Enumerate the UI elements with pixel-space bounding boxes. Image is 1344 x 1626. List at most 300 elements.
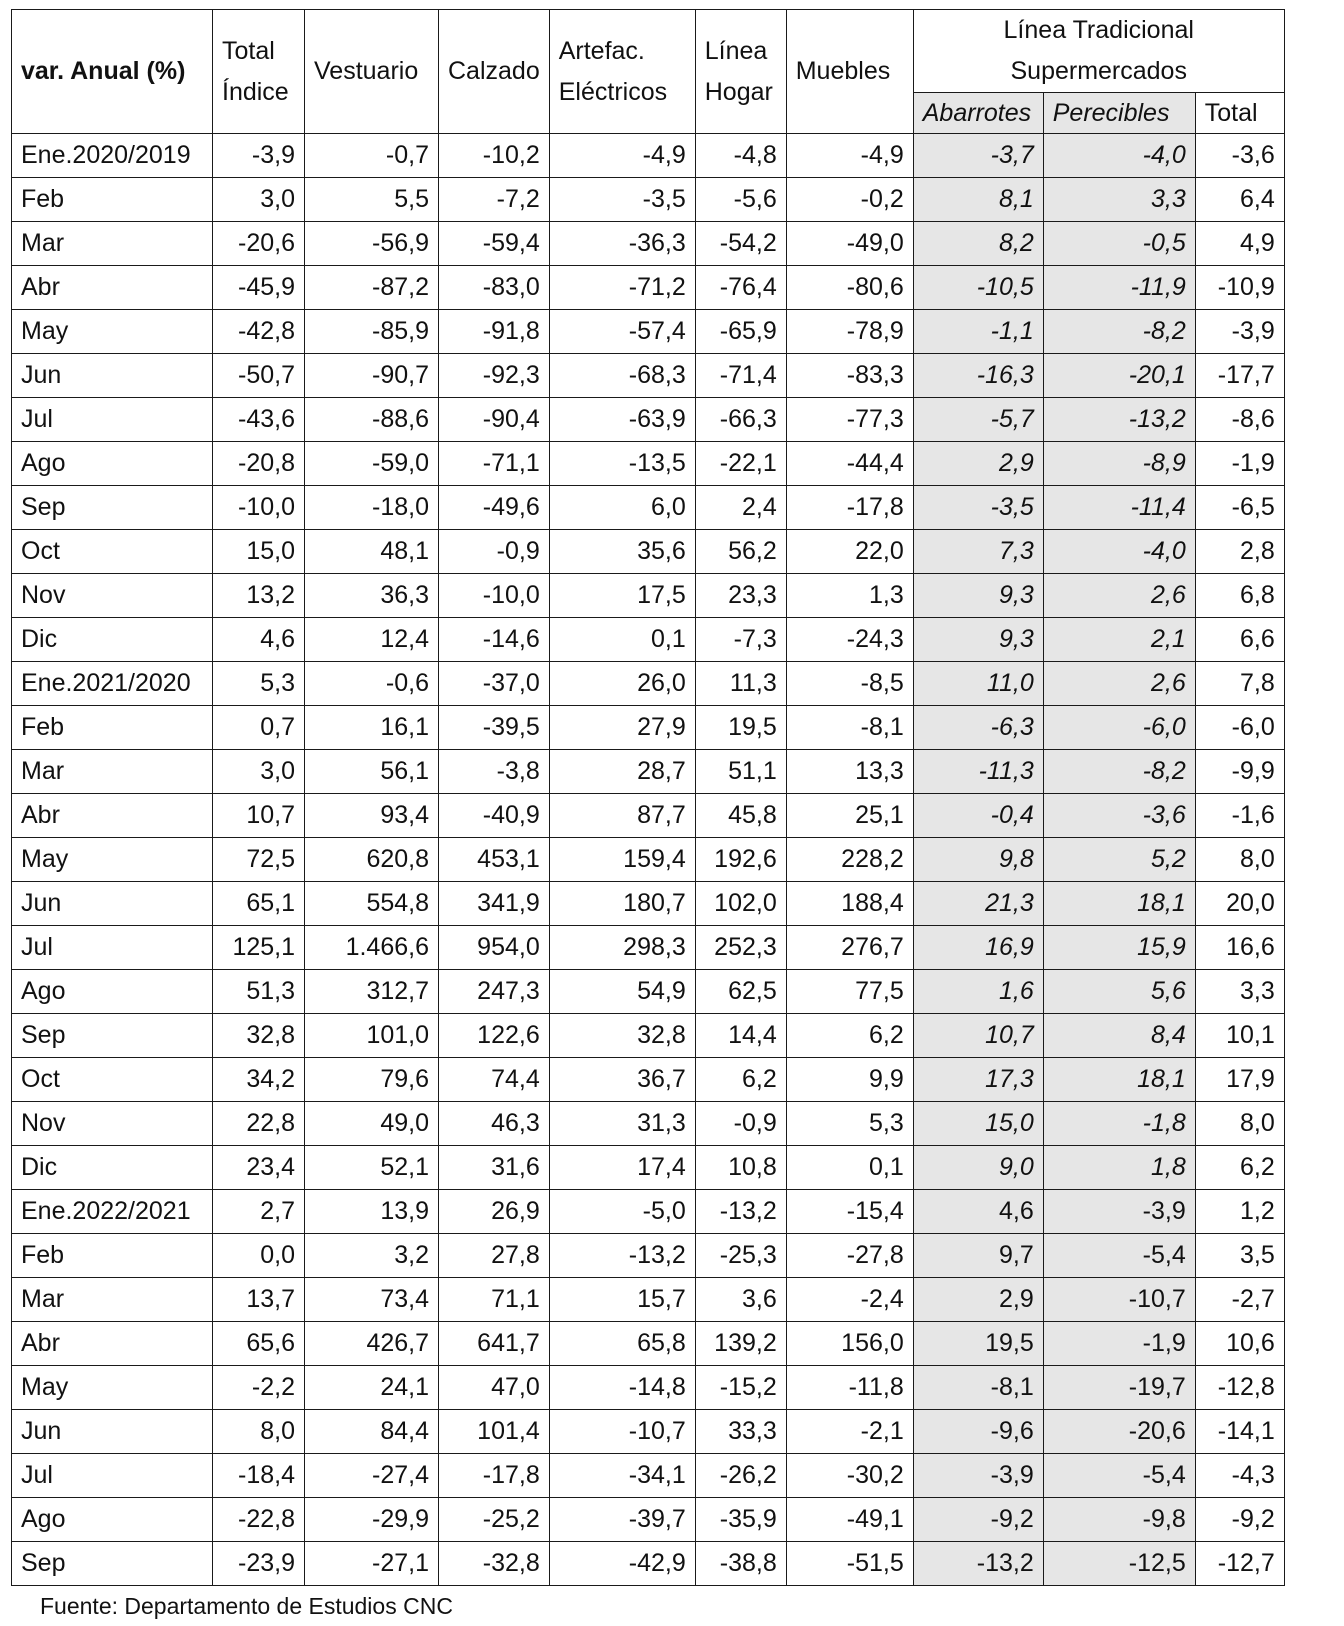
cell-linea-hogar: 56,2	[695, 530, 786, 574]
cell-abarrotes: 10,7	[913, 1014, 1043, 1058]
cell-vestuario: 101,0	[305, 1014, 439, 1058]
cell-vestuario: -0,7	[305, 134, 439, 178]
row-label: Nov	[12, 574, 213, 618]
cell-vestuario: 93,4	[305, 794, 439, 838]
cell-vestuario: 79,6	[305, 1058, 439, 1102]
cell-linea-hogar: 10,8	[695, 1146, 786, 1190]
cell-muebles: -80,6	[786, 266, 913, 310]
cell-total-indice: 65,1	[213, 882, 305, 926]
cell-total: 2,8	[1195, 530, 1284, 574]
source-note: Fuente: Departamento de Estudios CNC	[40, 1593, 453, 1619]
cell-vestuario: 36,3	[305, 574, 439, 618]
cell-calzado: -0,9	[439, 530, 550, 574]
cell-abarrotes: 4,6	[913, 1190, 1043, 1234]
cell-total-indice: 65,6	[213, 1322, 305, 1366]
row-label: Dic	[12, 618, 213, 662]
cell-perecibles: 18,1	[1043, 1058, 1195, 1102]
cell-total-indice: 4,6	[213, 618, 305, 662]
table-row	[12, 1498, 1285, 1542]
row-label: Oct	[12, 1058, 213, 1102]
cell-artefactos: 54,9	[549, 970, 695, 1014]
table-row	[12, 1102, 1285, 1146]
cell-muebles: 1,3	[786, 574, 913, 618]
table-row	[12, 310, 1285, 354]
cell-abarrotes: -6,3	[913, 706, 1043, 750]
cell-total: -9,2	[1195, 1498, 1284, 1542]
cell-calzado: -92,3	[439, 354, 550, 398]
cell-linea-hogar: 102,0	[695, 882, 786, 926]
cell-perecibles: 3,3	[1043, 178, 1195, 222]
row-label: Jul	[12, 1454, 213, 1498]
row-label: May	[12, 310, 213, 354]
table-row	[12, 530, 1285, 574]
cell-linea-hogar: 11,3	[695, 662, 786, 706]
cell-total: 4,9	[1195, 222, 1284, 266]
cell-artefactos: -13,2	[549, 1234, 695, 1278]
cell-calzado: -71,1	[439, 442, 550, 486]
cell-linea-hogar: 6,2	[695, 1058, 786, 1102]
cell-muebles: -30,2	[786, 1454, 913, 1498]
cell-abarrotes: 9,3	[913, 574, 1043, 618]
cell-perecibles: -3,6	[1043, 794, 1195, 838]
table-row	[12, 662, 1285, 706]
table-row	[12, 706, 1285, 750]
cell-total-indice: 3,0	[213, 750, 305, 794]
cell-vestuario: -88,6	[305, 398, 439, 442]
cell-perecibles: 2,6	[1043, 662, 1195, 706]
row-label: Jun	[12, 882, 213, 926]
cell-linea-hogar: -25,3	[695, 1234, 786, 1278]
cell-abarrotes: 1,6	[913, 970, 1043, 1014]
cell-linea-hogar: 45,8	[695, 794, 786, 838]
cell-muebles: -27,8	[786, 1234, 913, 1278]
cell-artefactos: -39,7	[549, 1498, 695, 1542]
cell-calzado: -3,8	[439, 750, 550, 794]
cell-linea-hogar: 252,3	[695, 926, 786, 970]
cell-total-indice: -42,8	[213, 310, 305, 354]
cell-calzado: -40,9	[439, 794, 550, 838]
cell-artefactos: -34,1	[549, 1454, 695, 1498]
cell-calzado: 122,6	[439, 1014, 550, 1058]
cell-perecibles: -5,4	[1043, 1234, 1195, 1278]
cell-perecibles: -8,2	[1043, 750, 1195, 794]
table-row	[12, 1542, 1285, 1586]
cell-muebles: 228,2	[786, 838, 913, 882]
cell-vestuario: 1.466,6	[305, 926, 439, 970]
cell-abarrotes: 16,9	[913, 926, 1043, 970]
cell-perecibles: -6,0	[1043, 706, 1195, 750]
cell-calzado: 47,0	[439, 1366, 550, 1410]
row-label: Ago	[12, 442, 213, 486]
cell-vestuario: -27,1	[305, 1542, 439, 1586]
header-calzado: Calzado	[439, 10, 550, 134]
cell-calzado: 247,3	[439, 970, 550, 1014]
cell-vestuario: 24,1	[305, 1366, 439, 1410]
table-row	[12, 1410, 1285, 1454]
cell-perecibles: -4,0	[1043, 134, 1195, 178]
cell-abarrotes: 9,7	[913, 1234, 1043, 1278]
cell-artefactos: 32,8	[549, 1014, 695, 1058]
cell-perecibles: -1,8	[1043, 1102, 1195, 1146]
table-row	[12, 882, 1285, 926]
table-row	[12, 574, 1285, 618]
cell-artefactos: 35,6	[549, 530, 695, 574]
cell-abarrotes: 9,3	[913, 618, 1043, 662]
cell-artefactos: 36,7	[549, 1058, 695, 1102]
cell-total: 8,0	[1195, 1102, 1284, 1146]
row-label: Ene.2020/2019	[12, 134, 213, 178]
cell-artefactos: 27,9	[549, 706, 695, 750]
cell-muebles: -17,8	[786, 486, 913, 530]
cell-abarrotes: -10,5	[913, 266, 1043, 310]
cell-artefactos: 180,7	[549, 882, 695, 926]
cell-perecibles: -19,7	[1043, 1366, 1195, 1410]
cell-calzado: -39,5	[439, 706, 550, 750]
cell-vestuario: 52,1	[305, 1146, 439, 1190]
table-row	[12, 442, 1285, 486]
table-body	[12, 134, 1285, 1586]
cell-perecibles: -12,5	[1043, 1542, 1195, 1586]
row-label: Feb	[12, 178, 213, 222]
cell-total-indice: 2,7	[213, 1190, 305, 1234]
header-linea-hogar: Línea Hogar	[695, 10, 786, 134]
table-row	[12, 1322, 1285, 1366]
cell-total-indice: 13,2	[213, 574, 305, 618]
cell-abarrotes: 19,5	[913, 1322, 1043, 1366]
cell-calzado: -83,0	[439, 266, 550, 310]
row-label: Mar	[12, 1278, 213, 1322]
cell-perecibles: -20,1	[1043, 354, 1195, 398]
cell-calzado: 101,4	[439, 1410, 550, 1454]
cell-total-indice: 3,0	[213, 178, 305, 222]
cell-total: -17,7	[1195, 354, 1284, 398]
cell-artefactos: -14,8	[549, 1366, 695, 1410]
cell-vestuario: 12,4	[305, 618, 439, 662]
header-total: Total	[1195, 93, 1284, 134]
cell-artefactos: -3,5	[549, 178, 695, 222]
cell-artefactos: -71,2	[549, 266, 695, 310]
cell-total-indice: 0,0	[213, 1234, 305, 1278]
cell-total: 6,6	[1195, 618, 1284, 662]
cell-abarrotes: -0,4	[913, 794, 1043, 838]
cell-abarrotes: 21,3	[913, 882, 1043, 926]
table-row	[12, 486, 1285, 530]
table-row	[12, 926, 1285, 970]
cell-vestuario: 84,4	[305, 1410, 439, 1454]
header-row-top	[12, 10, 1285, 93]
row-label: Ene.2021/2020	[12, 662, 213, 706]
cell-muebles: -8,5	[786, 662, 913, 706]
cell-total: 20,0	[1195, 882, 1284, 926]
cell-vestuario: -87,2	[305, 266, 439, 310]
cell-perecibles: -11,9	[1043, 266, 1195, 310]
cell-abarrotes: 17,3	[913, 1058, 1043, 1102]
cell-linea-hogar: 2,4	[695, 486, 786, 530]
cell-perecibles: -8,9	[1043, 442, 1195, 486]
row-label: Sep	[12, 1014, 213, 1058]
cell-abarrotes: -8,1	[913, 1366, 1043, 1410]
cell-vestuario: -90,7	[305, 354, 439, 398]
cell-artefactos: 17,5	[549, 574, 695, 618]
cell-calzado: -59,4	[439, 222, 550, 266]
cell-perecibles: -3,9	[1043, 1190, 1195, 1234]
cell-perecibles: -11,4	[1043, 486, 1195, 530]
cell-total-indice: -20,6	[213, 222, 305, 266]
cell-linea-hogar: -76,4	[695, 266, 786, 310]
cell-linea-hogar: -38,8	[695, 1542, 786, 1586]
cell-artefactos: -57,4	[549, 310, 695, 354]
row-label: Abr	[12, 794, 213, 838]
cell-abarrotes: -5,7	[913, 398, 1043, 442]
cell-calzado: -10,0	[439, 574, 550, 618]
cell-abarrotes: -3,7	[913, 134, 1043, 178]
cell-vestuario: 5,5	[305, 178, 439, 222]
cell-linea-hogar: 62,5	[695, 970, 786, 1014]
cell-abarrotes: -3,5	[913, 486, 1043, 530]
cell-perecibles: 15,9	[1043, 926, 1195, 970]
cell-total: 6,8	[1195, 574, 1284, 618]
cell-vestuario: 620,8	[305, 838, 439, 882]
cell-linea-hogar: -5,6	[695, 178, 786, 222]
cell-linea-hogar: 14,4	[695, 1014, 786, 1058]
cell-calzado: 27,8	[439, 1234, 550, 1278]
cell-perecibles: -5,4	[1043, 1454, 1195, 1498]
cell-total-indice: -23,9	[213, 1542, 305, 1586]
cell-perecibles: -10,7	[1043, 1278, 1195, 1322]
cell-total-indice: 10,7	[213, 794, 305, 838]
cell-perecibles: -8,2	[1043, 310, 1195, 354]
row-label: Sep	[12, 486, 213, 530]
cell-artefactos: -10,7	[549, 1410, 695, 1454]
cell-artefactos: -68,3	[549, 354, 695, 398]
row-label: Ene.2022/2021	[12, 1190, 213, 1234]
cell-perecibles: -0,5	[1043, 222, 1195, 266]
cell-artefactos: -13,5	[549, 442, 695, 486]
cell-linea-hogar: 3,6	[695, 1278, 786, 1322]
cell-total-indice: 22,8	[213, 1102, 305, 1146]
cell-vestuario: 73,4	[305, 1278, 439, 1322]
cell-total: 10,1	[1195, 1014, 1284, 1058]
cell-calzado: -32,8	[439, 1542, 550, 1586]
cell-vestuario: 426,7	[305, 1322, 439, 1366]
table-row	[12, 266, 1285, 310]
table-row	[12, 1366, 1285, 1410]
cell-total-indice: 34,2	[213, 1058, 305, 1102]
cell-artefactos: 87,7	[549, 794, 695, 838]
table-row	[12, 178, 1285, 222]
row-label: Abr	[12, 266, 213, 310]
cell-abarrotes: -16,3	[913, 354, 1043, 398]
cell-abarrotes: 8,2	[913, 222, 1043, 266]
cell-linea-hogar: 192,6	[695, 838, 786, 882]
cell-abarrotes: -3,9	[913, 1454, 1043, 1498]
cell-total: 6,4	[1195, 178, 1284, 222]
cell-total-indice: 15,0	[213, 530, 305, 574]
cell-total: 16,6	[1195, 926, 1284, 970]
table-row	[12, 970, 1285, 1014]
cell-total: -3,6	[1195, 134, 1284, 178]
cell-abarrotes: -9,6	[913, 1410, 1043, 1454]
cell-perecibles: -20,6	[1043, 1410, 1195, 1454]
cell-total: -12,8	[1195, 1366, 1284, 1410]
cell-muebles: -15,4	[786, 1190, 913, 1234]
cell-vestuario: 56,1	[305, 750, 439, 794]
cell-total: -6,5	[1195, 486, 1284, 530]
cell-perecibles: -1,9	[1043, 1322, 1195, 1366]
cell-total-indice: -45,9	[213, 266, 305, 310]
cell-total: -9,9	[1195, 750, 1284, 794]
cell-linea-hogar: -54,2	[695, 222, 786, 266]
cell-total-indice: -43,6	[213, 398, 305, 442]
cell-total: -4,3	[1195, 1454, 1284, 1498]
cell-abarrotes: -1,1	[913, 310, 1043, 354]
cell-vestuario: -56,9	[305, 222, 439, 266]
cell-perecibles: 5,2	[1043, 838, 1195, 882]
header-vestuario: Vestuario	[305, 10, 439, 134]
cell-vestuario: 312,7	[305, 970, 439, 1014]
cell-artefactos: 0,1	[549, 618, 695, 662]
table-row	[12, 1234, 1285, 1278]
table-row	[12, 750, 1285, 794]
cell-muebles: -11,8	[786, 1366, 913, 1410]
cell-abarrotes: 9,8	[913, 838, 1043, 882]
table-row	[12, 618, 1285, 662]
cell-abarrotes: 15,0	[913, 1102, 1043, 1146]
cell-total: 17,9	[1195, 1058, 1284, 1102]
cell-vestuario: 13,9	[305, 1190, 439, 1234]
cell-vestuario: 49,0	[305, 1102, 439, 1146]
row-label: May	[12, 838, 213, 882]
cell-artefactos: 26,0	[549, 662, 695, 706]
row-label: Jun	[12, 354, 213, 398]
cell-calzado: -90,4	[439, 398, 550, 442]
table-row	[12, 1146, 1285, 1190]
cell-vestuario: -0,6	[305, 662, 439, 706]
cell-muebles: -0,2	[786, 178, 913, 222]
cell-artefactos: 6,0	[549, 486, 695, 530]
cell-linea-hogar: -26,2	[695, 1454, 786, 1498]
cell-calzado: -37,0	[439, 662, 550, 706]
cell-muebles: -2,1	[786, 1410, 913, 1454]
cell-perecibles: 8,4	[1043, 1014, 1195, 1058]
cell-total: 10,6	[1195, 1322, 1284, 1366]
cell-muebles: 77,5	[786, 970, 913, 1014]
cell-total: 6,2	[1195, 1146, 1284, 1190]
table-header	[12, 10, 1285, 134]
cell-muebles: -49,0	[786, 222, 913, 266]
cell-muebles: -77,3	[786, 398, 913, 442]
cell-muebles: 0,1	[786, 1146, 913, 1190]
cell-linea-hogar: 19,5	[695, 706, 786, 750]
cell-vestuario: -18,0	[305, 486, 439, 530]
cell-vestuario: 48,1	[305, 530, 439, 574]
cell-muebles: -4,9	[786, 134, 913, 178]
cell-calzado: 31,6	[439, 1146, 550, 1190]
row-label: Jun	[12, 1410, 213, 1454]
table-row	[12, 794, 1285, 838]
cell-linea-hogar: -35,9	[695, 1498, 786, 1542]
cell-vestuario: 16,1	[305, 706, 439, 750]
cell-calzado: -49,6	[439, 486, 550, 530]
cell-calzado: -14,6	[439, 618, 550, 662]
cell-muebles: -2,4	[786, 1278, 913, 1322]
cell-calzado: 954,0	[439, 926, 550, 970]
table-row	[12, 838, 1285, 882]
cell-calzado: -7,2	[439, 178, 550, 222]
cell-calzado: 453,1	[439, 838, 550, 882]
cell-linea-hogar: -0,9	[695, 1102, 786, 1146]
cell-artefactos: -36,3	[549, 222, 695, 266]
cell-total-indice: -3,9	[213, 134, 305, 178]
cell-artefactos: 15,7	[549, 1278, 695, 1322]
cell-muebles: -44,4	[786, 442, 913, 486]
cell-total-indice: 5,3	[213, 662, 305, 706]
table-row	[12, 1058, 1285, 1102]
table-row	[12, 134, 1285, 178]
row-label: Ago	[12, 1498, 213, 1542]
cell-calzado: 341,9	[439, 882, 550, 926]
cell-linea-hogar: -7,3	[695, 618, 786, 662]
cell-total: -1,9	[1195, 442, 1284, 486]
cell-muebles: 5,3	[786, 1102, 913, 1146]
cell-calzado: 74,4	[439, 1058, 550, 1102]
cell-total-indice: 51,3	[213, 970, 305, 1014]
cell-muebles: 188,4	[786, 882, 913, 926]
cell-muebles: -8,1	[786, 706, 913, 750]
cell-total-indice: 32,8	[213, 1014, 305, 1058]
cell-linea-hogar: -15,2	[695, 1366, 786, 1410]
cell-artefactos: -4,9	[549, 134, 695, 178]
cell-total: -10,9	[1195, 266, 1284, 310]
cell-total-indice: -10,0	[213, 486, 305, 530]
cell-calzado: -91,8	[439, 310, 550, 354]
cell-calzado: -25,2	[439, 1498, 550, 1542]
cell-linea-hogar: -4,8	[695, 134, 786, 178]
row-label: Dic	[12, 1146, 213, 1190]
header-artefactos: Artefac. Eléctricos	[549, 10, 695, 134]
cell-linea-hogar: -71,4	[695, 354, 786, 398]
header-perecibles: Perecibles	[1043, 93, 1195, 134]
cell-total-indice: -18,4	[213, 1454, 305, 1498]
cell-linea-hogar: 139,2	[695, 1322, 786, 1366]
cell-vestuario: -27,4	[305, 1454, 439, 1498]
cell-muebles: 276,7	[786, 926, 913, 970]
cell-perecibles: -13,2	[1043, 398, 1195, 442]
cell-total: -14,1	[1195, 1410, 1284, 1454]
row-label: Feb	[12, 706, 213, 750]
table-row	[12, 354, 1285, 398]
cell-perecibles: 1,8	[1043, 1146, 1195, 1190]
cell-abarrotes: 7,3	[913, 530, 1043, 574]
cell-total: 7,8	[1195, 662, 1284, 706]
cell-total: -12,7	[1195, 1542, 1284, 1586]
cell-perecibles: 2,6	[1043, 574, 1195, 618]
header-group-supermercados: Línea Tradicional Supermercados	[913, 10, 1284, 93]
cell-total-indice: 125,1	[213, 926, 305, 970]
row-label: May	[12, 1366, 213, 1410]
cell-muebles: -78,9	[786, 310, 913, 354]
row-label: Mar	[12, 750, 213, 794]
cell-total-indice: 8,0	[213, 1410, 305, 1454]
header-muebles: Muebles	[786, 10, 913, 134]
table-row	[12, 1278, 1285, 1322]
header-total-indice: Total Índice	[213, 10, 305, 134]
cell-perecibles: 5,6	[1043, 970, 1195, 1014]
header-abarrotes: Abarrotes	[913, 93, 1043, 134]
row-label: Ago	[12, 970, 213, 1014]
cell-abarrotes: 8,1	[913, 178, 1043, 222]
cell-artefactos: -42,9	[549, 1542, 695, 1586]
